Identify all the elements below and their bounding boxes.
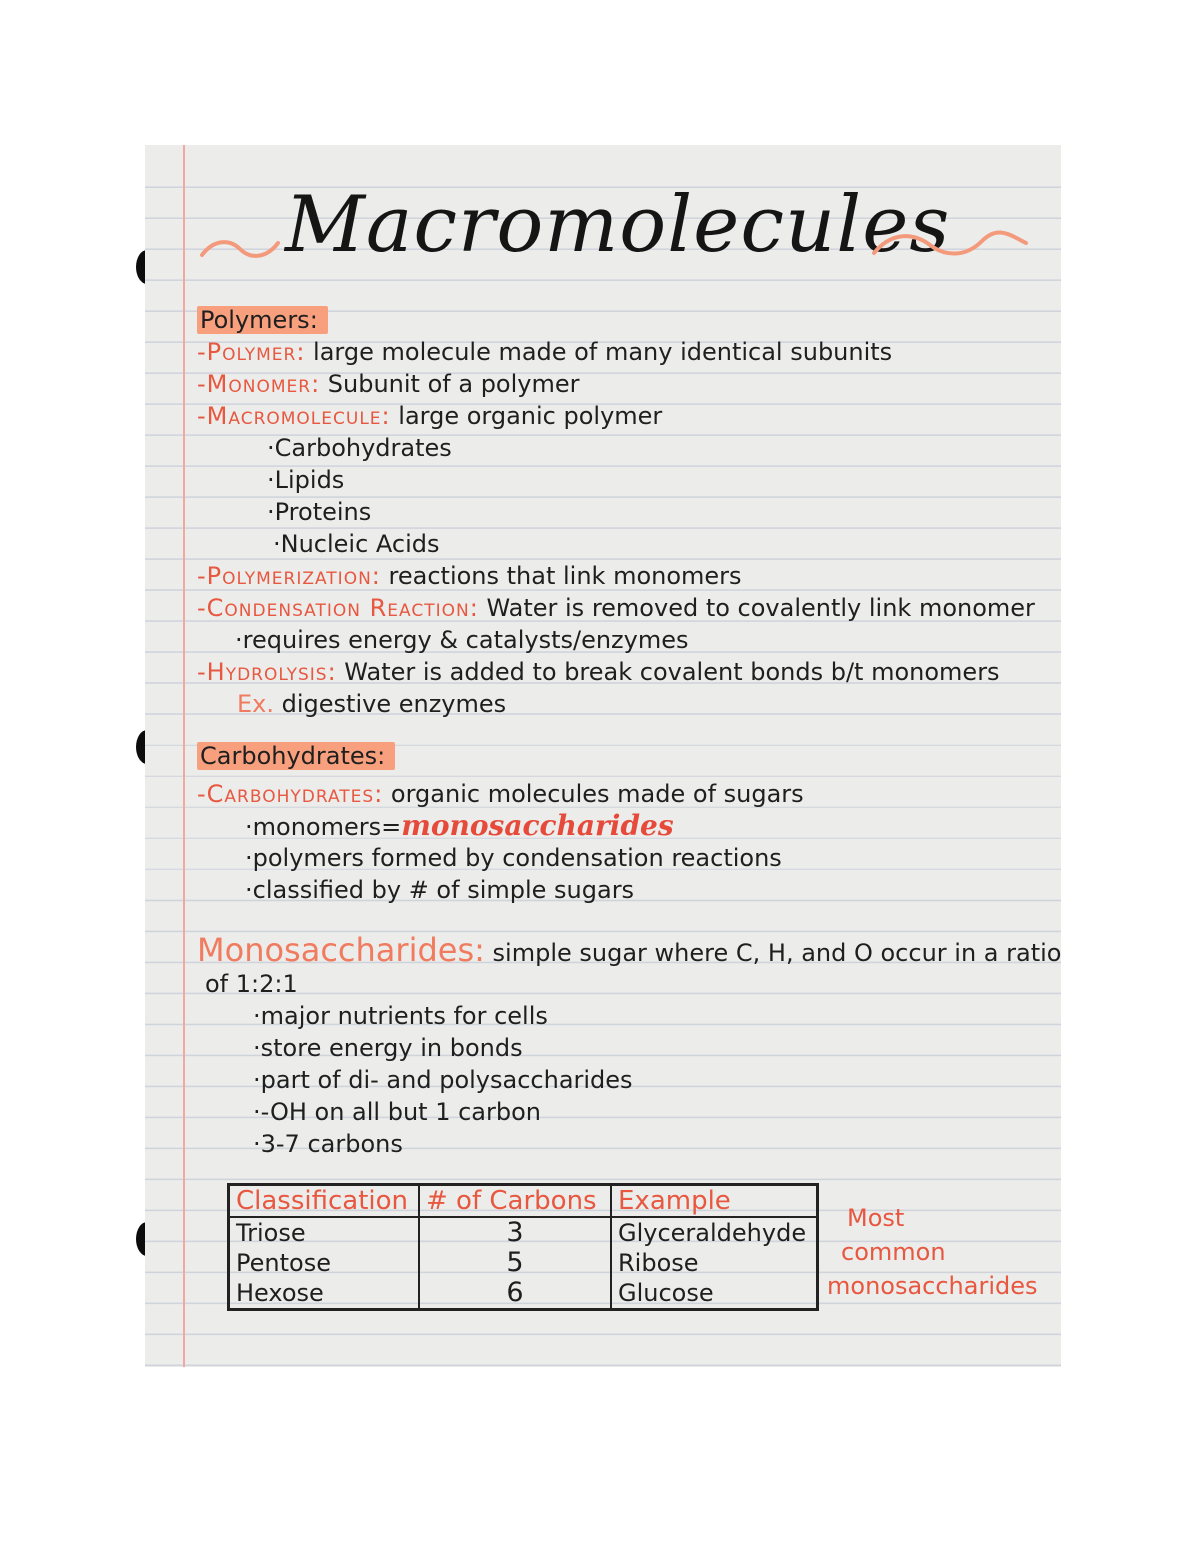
notebook-page (145, 145, 1061, 1367)
hydrolysis-example: Ex. digestive enzymes (237, 690, 507, 718)
table-cell: Pentose (229, 1248, 420, 1278)
monosaccharides-bullet: ·store energy in bonds (253, 1034, 523, 1062)
monosaccharides-bullet: ·-OH on all but 1 carbon (253, 1098, 541, 1126)
hydrolysis-definition: -Hydrolysis: Water is added to break covalent bonds b/t monomers (197, 658, 1000, 686)
carbohydrates-monomers: ·monomers=monosaccharides (245, 809, 674, 842)
table-cell: Triose (229, 1217, 420, 1248)
side-note-line: monosaccharides (827, 1272, 1038, 1300)
monosaccharides-definition: Monosaccharides: simple sugar where C, H, and O occur in a ratio (197, 931, 1061, 969)
title-block (145, 175, 1061, 295)
table-header-row (229, 1185, 818, 1218)
monosaccharide-table (227, 1183, 819, 1311)
table-cell: Hexose (229, 1278, 420, 1310)
monosaccharides-bullet: ·major nutrients for cells (253, 1002, 548, 1030)
table-cell: 3 (419, 1217, 611, 1248)
polymerization-definition: -Polymerization: reactions that link monomers (197, 562, 742, 590)
table-cell: 6 (419, 1278, 611, 1310)
polymers-heading: Polymers: (197, 305, 328, 335)
carbohydrates-definition: -Carbohydrates: organic molecules made of sugars (197, 780, 804, 808)
table-cell: 5 (419, 1248, 611, 1278)
table-row (229, 1217, 818, 1248)
macromolecule-definition: -Macromolecule: large organic polymer (197, 402, 663, 430)
macro-list-item: ·Carbohydrates (267, 434, 452, 462)
macro-list-item: ·Proteins (267, 498, 372, 526)
side-note-line: Most (847, 1204, 905, 1232)
table-cell: Glyceraldehyde (611, 1217, 818, 1248)
macro-list-item: ·Nucleic Acids (273, 530, 440, 558)
table-header: # of Carbons (419, 1185, 611, 1218)
carbohydrates-bullet: ·polymers formed by condensation reactions (245, 844, 782, 872)
condensation-note: ·requires energy & catalysts/enzymes (235, 626, 689, 654)
table-cell: Ribose (611, 1248, 818, 1278)
monosaccharides-bullet: ·part of di- and polysaccharides (253, 1066, 633, 1094)
page-title: Macromolecules (285, 180, 951, 270)
table-header: Classification (229, 1185, 420, 1218)
carbohydrates-heading: Carbohydrates: (197, 741, 395, 771)
left-swirl-icon (200, 233, 280, 263)
table-cell: Glucose (611, 1278, 818, 1310)
monosaccharides-ratio: of 1:2:1 (205, 970, 298, 998)
table-row (229, 1278, 818, 1310)
monomer-definition: -Monomer: Subunit of a polymer (197, 370, 580, 398)
table-row (229, 1248, 818, 1278)
condensation-definition: -Condensation Reaction: Water is removed to covalently link monomer (197, 594, 1035, 622)
table-header: Example (611, 1185, 818, 1218)
macro-list-item: ·Lipids (267, 466, 345, 494)
monosaccharides-bullet: ·3-7 carbons (253, 1130, 403, 1158)
side-note-line: common (841, 1238, 946, 1266)
margin-line (183, 145, 185, 1367)
carbohydrates-bullet: ·classified by # of simple sugars (245, 876, 635, 904)
polymer-definition: -Polymer: large molecule made of many identical subunits (197, 338, 893, 366)
right-swirl-icon (870, 227, 1030, 261)
